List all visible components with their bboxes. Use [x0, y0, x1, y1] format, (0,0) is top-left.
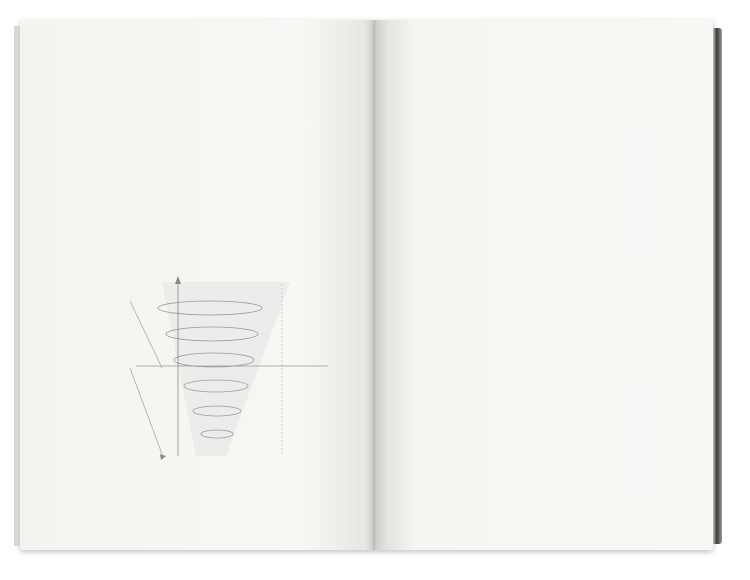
right-page [375, 20, 713, 550]
right-page-edge [713, 28, 722, 544]
consciousness-levels-diagram [100, 256, 335, 496]
funnel-shape [162, 282, 290, 456]
diagonal-line-upper [130, 301, 162, 368]
diagonal-line-lower [130, 368, 162, 454]
book-gutter [365, 20, 387, 550]
arrow-up-icon [175, 276, 181, 284]
arrow-down-icon [160, 454, 166, 460]
